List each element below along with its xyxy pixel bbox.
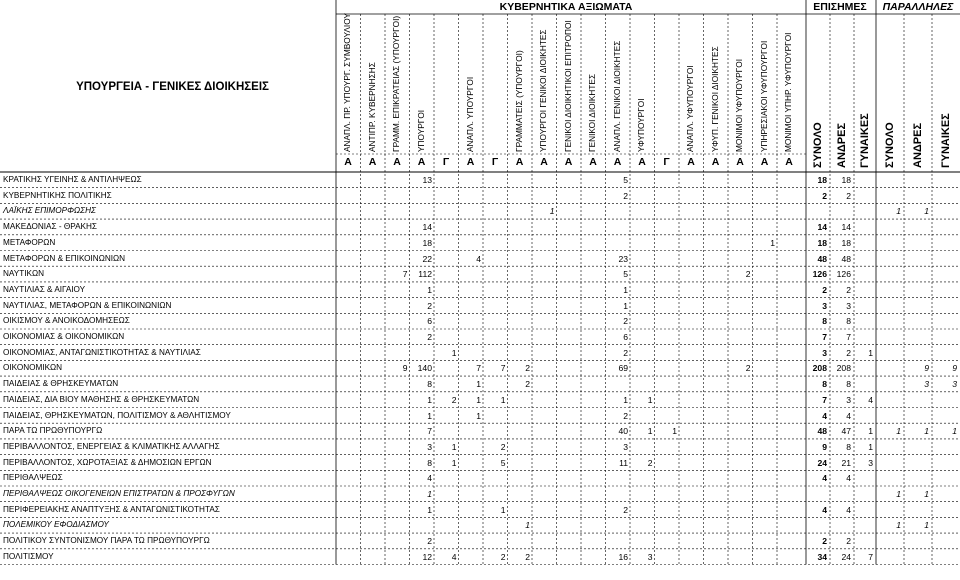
data-cell: 4 (451, 551, 457, 562)
data-cell: 1 (476, 379, 481, 390)
column-gender-marker: Α (393, 156, 401, 168)
data-cell: 2 (500, 441, 506, 452)
summary-cell: 1 (896, 520, 901, 531)
group-kyvernitika: ΚΥΒΕΡΝΗΤΙΚΑ ΑΞΙΩΜΑΤΑ (499, 1, 633, 13)
column-gender-marker: Α (466, 156, 475, 168)
column-header: ΓΡΑΜΜΑΤΕΙΣ (ΥΠΟΥΡΓΟΙ) (513, 50, 524, 152)
data-cell: 1 (427, 394, 432, 405)
data-cell: 1 (672, 426, 677, 437)
row-label: ΝΑΥΤΙΛΙΑΣ, ΜΕΤΑΦΟΡΩΝ & ΕΠΙΚΟΙΝΩΝΙΩΝ (3, 300, 172, 310)
summary-cell: 4 (846, 410, 851, 421)
summary-cell: 7 (846, 332, 851, 342)
summary-column-header: ΑΝΔΡΕΣ (836, 122, 848, 168)
data-cell: 13 (422, 175, 432, 185)
column-gender-marker: Α (785, 156, 793, 168)
data-cell: 1 (770, 237, 775, 248)
summary-cell: 8 (822, 316, 827, 327)
data-cell: 2 (427, 332, 432, 342)
column-gender-marker: Α (760, 156, 769, 168)
column-header: ΥΦΥΠ. ΓΕΝΙΚΟΙ ΔΙΟΙΚΗΤΕΣ (709, 46, 720, 152)
data-cell: 1 (647, 426, 653, 437)
row-label: ΟΙΚΟΝΟΜΙΑΣ & ΟΙΚΟΝΟΜΙΚΩΝ (3, 332, 125, 341)
group-parallilies: ΠΑΡΑΛΛΗΛΕΣ (882, 1, 954, 13)
summary-column-header: ΓΥΝΑΙΚΕΣ (940, 113, 952, 168)
summary-cell: 208 (836, 363, 851, 374)
column-gender-marker: Α (417, 156, 426, 168)
row-label: ΜΕΤΑΦΟΡΩΝ (3, 237, 56, 247)
column-gender-marker: Α (564, 156, 573, 168)
summary-cell: 2 (822, 190, 827, 201)
data-cell: 2 (451, 394, 457, 405)
data-cell: 18 (422, 237, 432, 248)
summary-cell: 21 (841, 457, 851, 468)
summary-cell: 8 (822, 379, 827, 390)
column-header: ΓΡΑΜΜ. ΕΠΙΚΡΑΤΕΙΑΣ (ΥΠΟΥΡΓΟΙ) (391, 15, 401, 152)
data-cell: 23 (618, 253, 628, 264)
summary-cell: 8 (846, 316, 851, 327)
summary-cell: 1 (896, 489, 901, 499)
data-cell: 5 (500, 457, 506, 468)
summary-cell: 48 (841, 253, 851, 264)
data-cell: 2 (500, 551, 506, 562)
data-cell: 1 (525, 520, 530, 531)
column-header: ΥΠΗΡΕΣΙΑΚΟΙ ΥΦΥΠΟΥΡΓΟΙ (758, 40, 769, 152)
summary-cell: 14 (841, 222, 851, 233)
summary-cell: 1 (924, 489, 929, 499)
data-cell: 2 (623, 410, 628, 421)
summary-cell: 7 (822, 394, 827, 405)
row-label: ΠΑΙΔΕΙΑΣ, ΘΡΗΣΚΕΥΜΑΤΩΝ, ΠΟΛΙΤΙΣΜΟΥ & ΑΘΛΗΤΙΣΜΟΥ (3, 410, 231, 420)
summary-cell: 3 (822, 300, 827, 311)
row-label: ΝΑΥΤΙΚΩΝ (3, 269, 44, 279)
data-cell: 7 (500, 363, 506, 374)
summary-cell: 7 (868, 551, 873, 562)
data-cell: 22 (422, 253, 432, 264)
summary-cell: 3 (868, 457, 873, 468)
data-cell: 6 (623, 332, 628, 342)
summary-cell: 1 (896, 426, 901, 437)
row-label: ΝΑΥΤΙΛΙΑΣ & ΑΙΓΑΙΟΥ (3, 284, 86, 294)
data-cell: 1 (451, 441, 457, 452)
summary-cell: 2 (822, 536, 827, 547)
data-cell: 1 (623, 284, 628, 295)
row-label: ΚΡΑΤΙΚΗΣ ΥΓΕΙΝΗΣ & ΑΝΤΙΛΗΨΕΩΣ (3, 175, 142, 184)
summary-cell: 48 (817, 253, 827, 264)
data-cell: 69 (618, 363, 628, 374)
summary-column-header: ΑΝΔΡΕΣ (912, 122, 924, 168)
data-cell: 3 (427, 441, 432, 452)
data-cell: 1 (451, 457, 457, 468)
row-label: ΠΟΛΙΤΙΣΜΟΥ (3, 551, 54, 561)
column-header: ΜΟΝΙΜΟΙ ΥΠΗΡ. ΥΦΥΠΟΥΡΓΟΙ (783, 32, 793, 152)
summary-cell: 7 (822, 332, 827, 342)
data-cell: 3 (623, 441, 628, 452)
row-label: ΜΕΤΑΦΟΡΩΝ & ΕΠΙΚΟΙΝΩΝΙΩΝ (3, 253, 126, 263)
column-header: ΓΕΝΙΚΟΙ ΔΙΟΙΚΗΤΙΚΟΙ ΕΠΙΤΡΟΠΟΙ (562, 20, 573, 152)
row-label: ΟΙΚΙΣΜΟΥ & ΑΝΟΙΚΟΔΟΜΗΣΕΩΣ (3, 316, 130, 326)
data-cell: 2 (623, 316, 628, 327)
column-gender-marker: Α (711, 156, 720, 168)
data-cell: 1 (451, 347, 457, 358)
column-gender-marker: Α (638, 156, 646, 168)
summary-cell: 3 (952, 379, 957, 390)
row-label: ΠΕΡΙΒΑΛΛΟΝΤΟΣ, ΧΩΡΟΤΑΞΙΑΣ & ΔΗΜΟΣΙΩΝ ΕΡΓΩΝ (3, 457, 212, 467)
column-header: ΑΝΑΠΛ. ΓΕΝΙΚΟΙ ΔΙΟΙΚΗΤΕΣ (611, 40, 622, 152)
data-cell: 2 (745, 363, 751, 374)
data-cell: 2 (525, 379, 530, 390)
column-gender-marker: Α (344, 156, 352, 168)
data-cell: 2 (427, 300, 432, 311)
column-header: ΑΝΤΙΠΡ. ΚΥΒΕΡΝΗΣΗΣ (366, 62, 377, 152)
row-label: ΜΑΚΕΔΟΝΙΑΣ - ΘΡΑΚΗΣ (3, 222, 97, 232)
data-cell: 7 (427, 426, 432, 437)
data-cell: 14 (422, 222, 432, 233)
summary-cell: 2 (846, 284, 851, 295)
data-cell: 12 (422, 551, 432, 562)
row-label: ΠΕΡΙΘΑΛΨΕΩΣ ΟΙΚΟΓΕΝΕΙΩΝ ΕΠΙΣΤΡΑΤΩΝ & ΠΡΟΣΦΥΓΩΝ (3, 489, 235, 498)
column-header: ΑΝΑΠΛ. ΥΠΟΥΡΓΟΙ (464, 76, 475, 152)
data-cell: 8 (427, 457, 432, 468)
data-cell: 1 (427, 284, 432, 295)
data-cell: 2 (525, 551, 530, 562)
column-gender-marker: Γ (663, 156, 670, 168)
summary-cell: 9 (952, 363, 957, 374)
summary-cell: 2 (846, 536, 851, 547)
data-cell: 2 (427, 536, 432, 547)
summary-cell: 3 (924, 379, 929, 390)
data-cell: 5 (623, 175, 628, 185)
summary-cell: 18 (841, 237, 851, 248)
summary-cell: 1 (868, 441, 873, 452)
summary-cell: 1 (868, 426, 873, 437)
column-gender-marker: Α (589, 156, 597, 168)
row-label: ΟΙΚΟΝΟΜΙΑΣ, ΑΝΤΑΓΩΝΙΣΤΙΚΟΤΗΤΑΣ & ΝΑΥΤΙΛΙΑΣ (3, 347, 201, 357)
row-label: ΠΑΙΔΕΙΑΣ, ΔΙΑ ΒΙΟΥ ΜΑΘΗΣΗΣ & ΘΡΗΣΚΕΥΜΑΤΩΝ (3, 394, 200, 404)
summary-cell: 18 (841, 175, 851, 185)
summary-cell: 4 (846, 473, 851, 484)
data-cell: 4 (427, 473, 432, 484)
summary-cell: 2 (822, 284, 827, 295)
summary-cell: 4 (822, 410, 827, 421)
column-gender-marker: Α (515, 156, 524, 168)
summary-cell: 48 (817, 426, 827, 437)
row-label: ΚΥΒΕΡΝΗΤΙΚΗΣ ΠΟΛΙΤΙΚΗΣ (3, 190, 112, 200)
summary-cell: 9 (924, 363, 929, 374)
summary-cell: 4 (822, 504, 827, 515)
column-header: ΑΝΑΠΛ. ΠΡ. ΥΠΟΥΡΓ. ΣΥΜΒΟΥΛΙΟΥ (342, 13, 352, 152)
data-cell: 9 (402, 363, 408, 374)
data-cell: 1 (623, 300, 628, 311)
data-cell: 11 (619, 457, 628, 468)
column-header: ΥΠΟΥΡΓΟΙ (415, 109, 426, 152)
row-label: ΠΕΡΙΒΑΛΛΟΝΤΟΣ, ΕΝΕΡΓΕΙΑΣ & ΚΛΙΜΑΤΙΚΗΣ ΑΛΛΑΓΗΣ (3, 441, 220, 451)
data-cell: 1 (427, 489, 432, 499)
data-cell: 2 (745, 269, 751, 280)
summary-cell: 14 (817, 222, 827, 233)
summary-cell: 1 (896, 206, 901, 217)
summary-cell: 18 (817, 237, 827, 248)
column-header: ΜΟΝΙΜΟΙ ΥΦΥΠΟΥΡΓΟΙ (734, 58, 744, 152)
summary-cell: 126 (836, 269, 851, 280)
column-gender-marker: Α (368, 156, 377, 168)
data-cell: 1 (476, 394, 481, 405)
row-label: ΠΕΡΙΦΕΡΕΙΑΚΗΣ ΑΝΑΠΤΥΞΗΣ & ΑΝΤΑΓΩΝΙΣΤΙΚΟΤΗΤΑΣ (3, 504, 220, 514)
data-cell: 2 (623, 347, 628, 358)
group-episimes: ΕΠΙΣΗΜΕΣ (813, 1, 867, 13)
data-cell: 112 (418, 269, 432, 280)
summary-cell: 1 (924, 426, 929, 437)
summary-cell: 1 (924, 520, 929, 531)
row-label: ΠΟΛΙΤΙΚΟΥ ΣΥΝΤΟΝΙΣΜΟΥ ΠΑΡΑ ΤΩ ΠΡΩΘΥΠΟΥΡΓΩ (3, 536, 210, 546)
summary-cell: 3 (846, 394, 851, 405)
data-cell: 1 (500, 504, 506, 515)
row-label: ΠΕΡΙΘΑΛΨΕΩΣ (3, 473, 63, 483)
summary-cell: 18 (817, 175, 827, 185)
data-cell: 2 (623, 504, 628, 515)
column-gender-marker: Γ (442, 156, 450, 168)
data-cell: 40 (618, 426, 628, 437)
data-cell: 16 (618, 551, 628, 562)
data-cell: 2 (525, 363, 530, 374)
summary-cell: 8 (846, 441, 851, 452)
data-cell: 1 (500, 394, 506, 405)
column-header: ΥΠΟΥΡΓΟΙ ΓΕΝΙΚΟΙ ΔΙΟΙΚΗΤΕΣ (538, 29, 548, 152)
data-cell: 6 (427, 316, 432, 327)
column-gender-marker: Γ (491, 156, 499, 168)
data-cell: 1 (549, 206, 555, 217)
row-label: ΠΑΡΑ ΤΩ ΠΡΩΘΥΠΟΥΡΓΩ (3, 426, 103, 436)
summary-cell: 3 (846, 300, 851, 311)
column-gender-marker: Α (540, 156, 548, 168)
summary-cell: 4 (868, 394, 873, 405)
summary-cell: 208 (812, 363, 827, 374)
summary-cell: 4 (846, 504, 851, 515)
summary-cell: 1 (924, 206, 929, 217)
data-cell: 2 (647, 457, 653, 468)
data-cell: 7 (402, 269, 408, 280)
data-cell: 7 (476, 363, 481, 374)
summary-cell: 9 (822, 441, 827, 452)
summary-cell: 34 (817, 551, 827, 562)
summary-column-header: ΣΥΝΟΛΟ (884, 122, 896, 168)
summary-cell: 126 (812, 269, 827, 280)
data-cell: 8 (427, 379, 432, 390)
data-cell: 5 (623, 269, 628, 280)
column-gender-marker: Α (687, 156, 695, 168)
row-label: ΠΟΛΕΜΙΚΟΥ ΕΦΟΔΙΑΣΜΟΥ (3, 520, 109, 530)
data-cell: 1 (623, 394, 628, 405)
row-label: ΠΑΙΔΕΙΑΣ & ΘΡΗΣΚΕΥΜΑΤΩΝ (3, 379, 119, 389)
summary-cell: 2 (846, 190, 851, 201)
data-cell: 1 (476, 410, 481, 421)
summary-column-header: ΣΥΝΟΛΟ (812, 122, 824, 168)
column-header: ΑΝΑΠΛ. ΥΦΥΠΟΥΡΓΟΙ (685, 65, 695, 152)
row-label: ΟΙΚΟΝΟΜΙΚΩΝ (3, 363, 63, 373)
data-cell: 3 (647, 551, 653, 562)
summary-cell: 1 (952, 426, 957, 437)
summary-cell: 3 (822, 347, 827, 358)
column-header: ΥΦΥΠΟΥΡΓΟΙ (636, 98, 646, 152)
summary-cell: 24 (841, 551, 851, 562)
data-cell: 1 (427, 504, 432, 515)
summary-cell: 8 (846, 379, 851, 390)
column-gender-marker: Α (736, 156, 744, 168)
summary-column-header: ΓΥΝΑΙΚΕΣ (859, 113, 871, 168)
summary-cell: 1 (868, 347, 873, 358)
column-gender-marker: Α (613, 156, 622, 168)
data-cell: 1 (647, 394, 653, 405)
left-title: ΥΠΟΥΡΓΕΙΑ - ΓΕΝΙΚΕΣ ΔΙΟΙΚΗΣΕΙΣ (76, 81, 269, 93)
data-cell: 2 (623, 190, 628, 201)
row-label: ΛΑΪΚΗΣ ΕΠΙΜΟΡΦΩΣΗΣ (3, 206, 96, 216)
data-cell: 4 (476, 253, 481, 264)
summary-cell: 4 (822, 473, 827, 484)
summary-cell: 47 (841, 426, 851, 437)
summary-cell: 24 (817, 457, 827, 468)
summary-cell: 2 (846, 347, 851, 358)
column-header: ΓΕΝΙΚΟΙ ΔΙΟΙΚΗΤΕΣ (587, 73, 597, 152)
data-cell: 140 (417, 363, 432, 374)
data-cell: 1 (427, 410, 432, 421)
